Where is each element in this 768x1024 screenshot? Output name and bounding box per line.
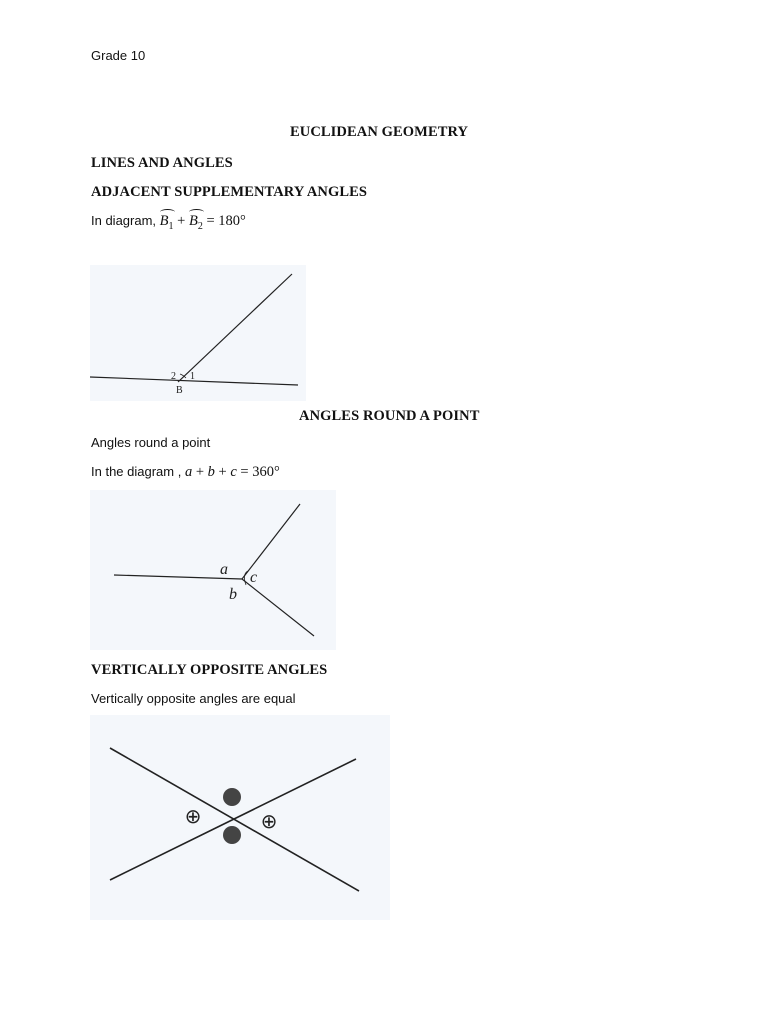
grade-label: Grade 10: [91, 48, 146, 63]
angle-label-c: c: [250, 569, 258, 586]
angle-mark-left: ⊕: [184, 804, 202, 828]
dot-bottom: [223, 826, 241, 844]
equation-lead: In the diagram ,: [91, 464, 182, 479]
figure-vertically-opposite: [90, 715, 390, 920]
b2-hat: $B_2$: [188, 213, 203, 232]
heading-angles-round-point: ANGLES ROUND A POINT: [299, 408, 480, 424]
angle-label-a: a: [220, 561, 228, 578]
figure-angles-round-point: [90, 490, 336, 650]
angle-label-2: 2: [171, 371, 176, 382]
angle-label-1: 1: [190, 371, 195, 382]
angle-mark-right: ⊕: [260, 809, 278, 833]
vertical-text: Vertically opposite angles are equal: [91, 691, 296, 706]
heading-lines-and-angles: LINES AND ANGLES: [91, 155, 233, 171]
equation-lead: In diagram,: [91, 213, 157, 228]
angle-label-b: b: [229, 586, 237, 603]
page-title: EUCLIDEAN GEOMETRY: [290, 124, 469, 140]
b1-hat: $B_1$: [159, 213, 174, 232]
heading-adjacent-supplementary: ADJACENT SUPPLEMENTARY ANGLES: [91, 184, 368, 200]
figure-adjacent-angles: [90, 265, 306, 401]
adjacent-equation: In diagram, $B_1 + B_2 = 180^\circ$: [91, 213, 246, 232]
round-point-equation: In the diagram , a + b + c = 360°: [91, 464, 280, 480]
vertex-label-b: B: [176, 385, 183, 396]
heading-vertically-opposite: VERTICALLY OPPOSITE ANGLES: [91, 662, 328, 678]
round-point-text: Angles round a point: [91, 435, 211, 450]
dot-top: [223, 788, 241, 806]
